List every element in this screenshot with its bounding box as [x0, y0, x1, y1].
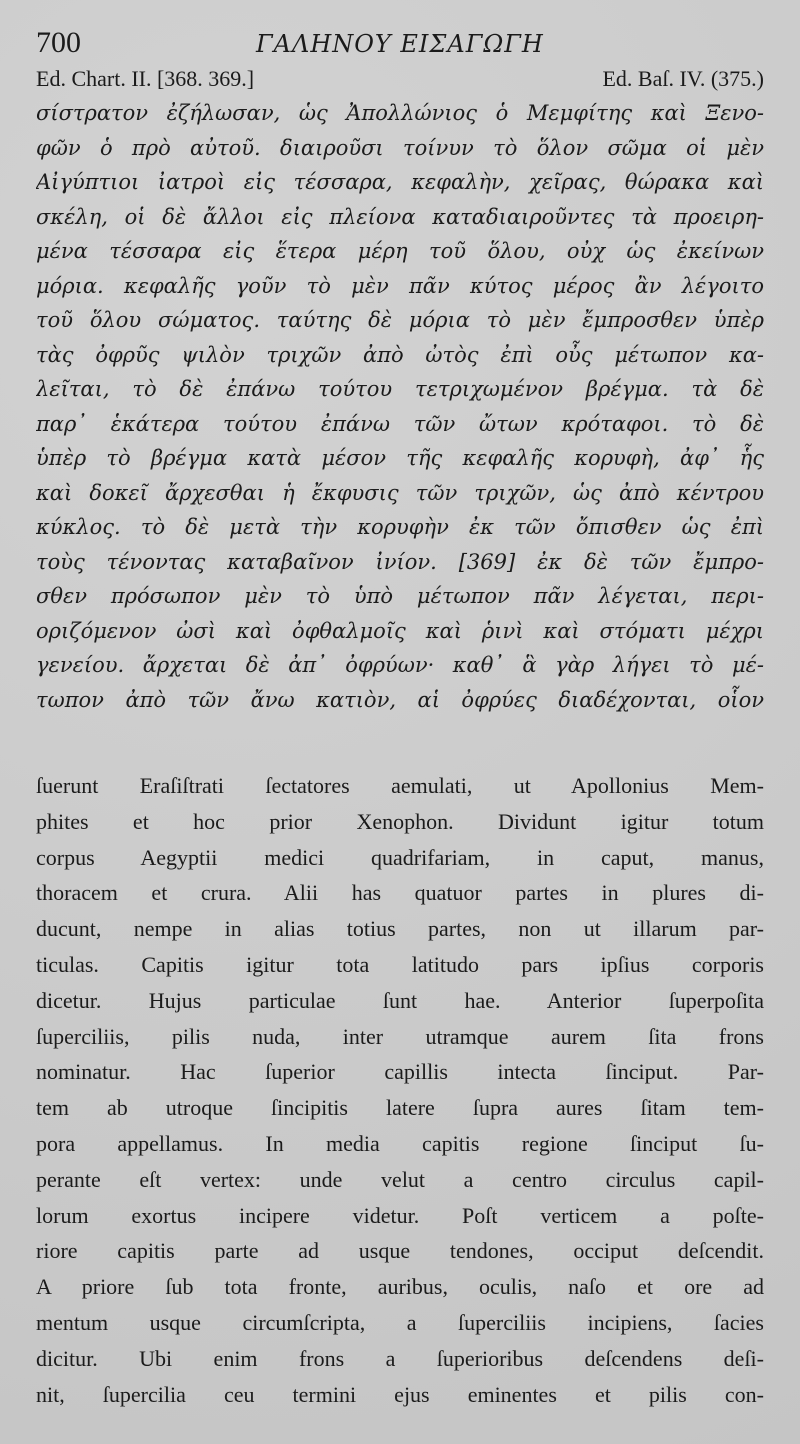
greek-text-line: παρ᾽ ἑκάτερα τούτου ἐπάνω τῶν ὤτων κρόταφοι. τὸ δὲ — [36, 411, 764, 436]
greek-text-line: σθεν πρόσωπον μὲν τὸ ὑπὸ μέτωπον πᾶν λέγεται, περι- — [36, 584, 764, 608]
latin-text-line: riore capitis parte ad usque tendones, occiput deſcendit. — [36, 1238, 764, 1264]
latin-text-line: lorum exortus incipere videtur. Poſt verticem a poſte- — [36, 1202, 764, 1228]
greek-text-line: οριζόμενον ὠσὶ καὶ ὀφθαλμοῖς καὶ ῥινὶ καὶ στόματι μέχρι — [36, 618, 764, 643]
latin-text-line: nominatur. Hac ſuperior capillis intecta ſinciput. Par- — [36, 1059, 764, 1085]
greek-text-line: μένα τέσσαρα εἰς ἕτερα μέρη τοῦ ὅλου, οὐχ ὡς ἐκείνων — [36, 239, 764, 263]
greek-text-line: γενείου. ἄρχεται δὲ ἀπ᾽ ὀφρύων· καθ᾽ ἃ γὰρ λήγει τὸ μέ- — [36, 653, 764, 677]
greek-text-line: λεῖται, τὸ δὲ ἐπάνω τούτου τετριχωμένον βρέγμα. τὰ δὲ — [36, 377, 764, 401]
greek-text-line: φῶν ὁ πρὸ αὐτοῦ. διαιροῦσι τοίνυν τὸ ὅλον σῶμα οἱ μὲν — [36, 135, 764, 160]
running-title: ΓΑΛΗΝΟΥ ΕΙΣΑΓΩΓΗ — [256, 30, 544, 58]
latin-text-line: ſuperciliis, pilis nuda, inter utramque aurem ſita frons — [36, 1023, 764, 1049]
greek-text-line: τωπον ἀπὸ τῶν ἄνω κατιὸν, αἱ ὀφρύες διαδέχονται, οἷον — [36, 687, 764, 712]
edition-reference-chart: Ed. Chart. II. [368. 369.] — [36, 66, 255, 91]
greek-text-line: σκέλη, οἱ δὲ ἄλλοι εἰς πλείονα καταδιαιροῦντες τὰ προειρη- — [36, 204, 764, 229]
latin-text-line: corpus Aegyptii medici quadrifariam, in caput, manus, — [36, 844, 764, 870]
latin-text-line: A priore ſub tota fronte, auribus, oculis, naſo et ore ad — [36, 1274, 764, 1300]
greek-text-line: τοῦ ὅλου σώματος. ταύτης δὲ μόρια τὸ μὲν ἔμπροσθεν ὑπὲρ — [36, 308, 764, 332]
greek-text-line: σίστρατον ἐζήλωσαν, ὡς Ἀπολλώνιος ὁ Μεμφίτης καὶ Ξενο- — [36, 101, 764, 125]
greek-text-line: κύκλος. τὸ δὲ μετὰ τὴν κορυφὴν ἐκ τῶν ὄπισθεν ὡς ἐπὶ — [36, 515, 764, 539]
greek-text-line: μόρια. κεφαλῆς γοῦν τὸ μὲν πᾶν κύτος μέρος ἂν λέγοιτο — [36, 273, 764, 298]
page-number: 700 — [36, 26, 81, 59]
page-header — [36, 22, 764, 62]
greek-text-block — [36, 96, 764, 717]
greek-text-line: τοὺς τένοντας καταβαῖνον ἰνίον. [369] ἐκ δὲ τῶν ἔμπρο- — [36, 549, 764, 574]
edition-reference-basel: Ed. Baſ. IV. (375.) — [602, 66, 764, 91]
greek-text-line: καὶ δοκεῖ ἄρχεσθαι ἡ ἔκφυσις τῶν τριχῶν, ὡς ἀπὸ κέντρου — [36, 480, 764, 505]
latin-text-line: nit, ſupercilia ceu termini ejus eminentes et pilis con- — [36, 1381, 764, 1407]
latin-text-line: pora appellamus. In media capitis regione ſinciput ſu- — [36, 1130, 764, 1156]
greek-text-line: Αἰγύπτιοι ἰατροὶ εἰς τέσσαρα, κεφαλὴν, χεῖρας, θώρακα καὶ — [36, 170, 764, 194]
latin-text-block — [36, 768, 764, 1412]
greek-text-line: ὑπὲρ τὸ βρέγμα κατὰ μέσον τῆς κεφαλῆς κορυφὴ, ἀφ᾽ ἧς — [36, 446, 764, 470]
latin-text-line: mentum usque circumſcripta, a ſuperciliis incipiens, ſacies — [36, 1309, 764, 1335]
latin-text-line: ticulas. Capitis igitur tota latitudo pars ipſius corporis — [36, 951, 764, 977]
latin-text-line: phites et hoc prior Xenophon. Dividunt igitur totum — [36, 808, 764, 834]
latin-text-line: ſuerunt Eraſiſtrati ſectatores aemulati, ut Apollonius Mem- — [36, 773, 764, 798]
latin-text-line: thoracem et crura. Alii has quatuor partes in plures di- — [36, 880, 764, 906]
latin-text-line: perante eſt vertex: unde velut a centro circulus capil- — [36, 1166, 764, 1192]
latin-text-line: ducunt, nempe in alias totius partes, non ut illarum par- — [36, 916, 764, 942]
edition-reference-line — [36, 66, 764, 94]
greek-text-line: τὰς ὀφρῦς ψιλὸν τριχῶν ἀπὸ ὠτὸς ἐπὶ οὖς μέτωπον κα- — [36, 342, 764, 367]
latin-text-line: dicetur. Hujus particulae ſunt hae. Anterior ſuperpoſita — [36, 987, 764, 1013]
latin-text-line: tem ab utroque ſincipitis latere ſupra aures ſitam tem- — [36, 1095, 764, 1121]
latin-text-line: dicitur. Ubi enim frons a ſuperioribus deſcendens deſi- — [36, 1345, 764, 1371]
